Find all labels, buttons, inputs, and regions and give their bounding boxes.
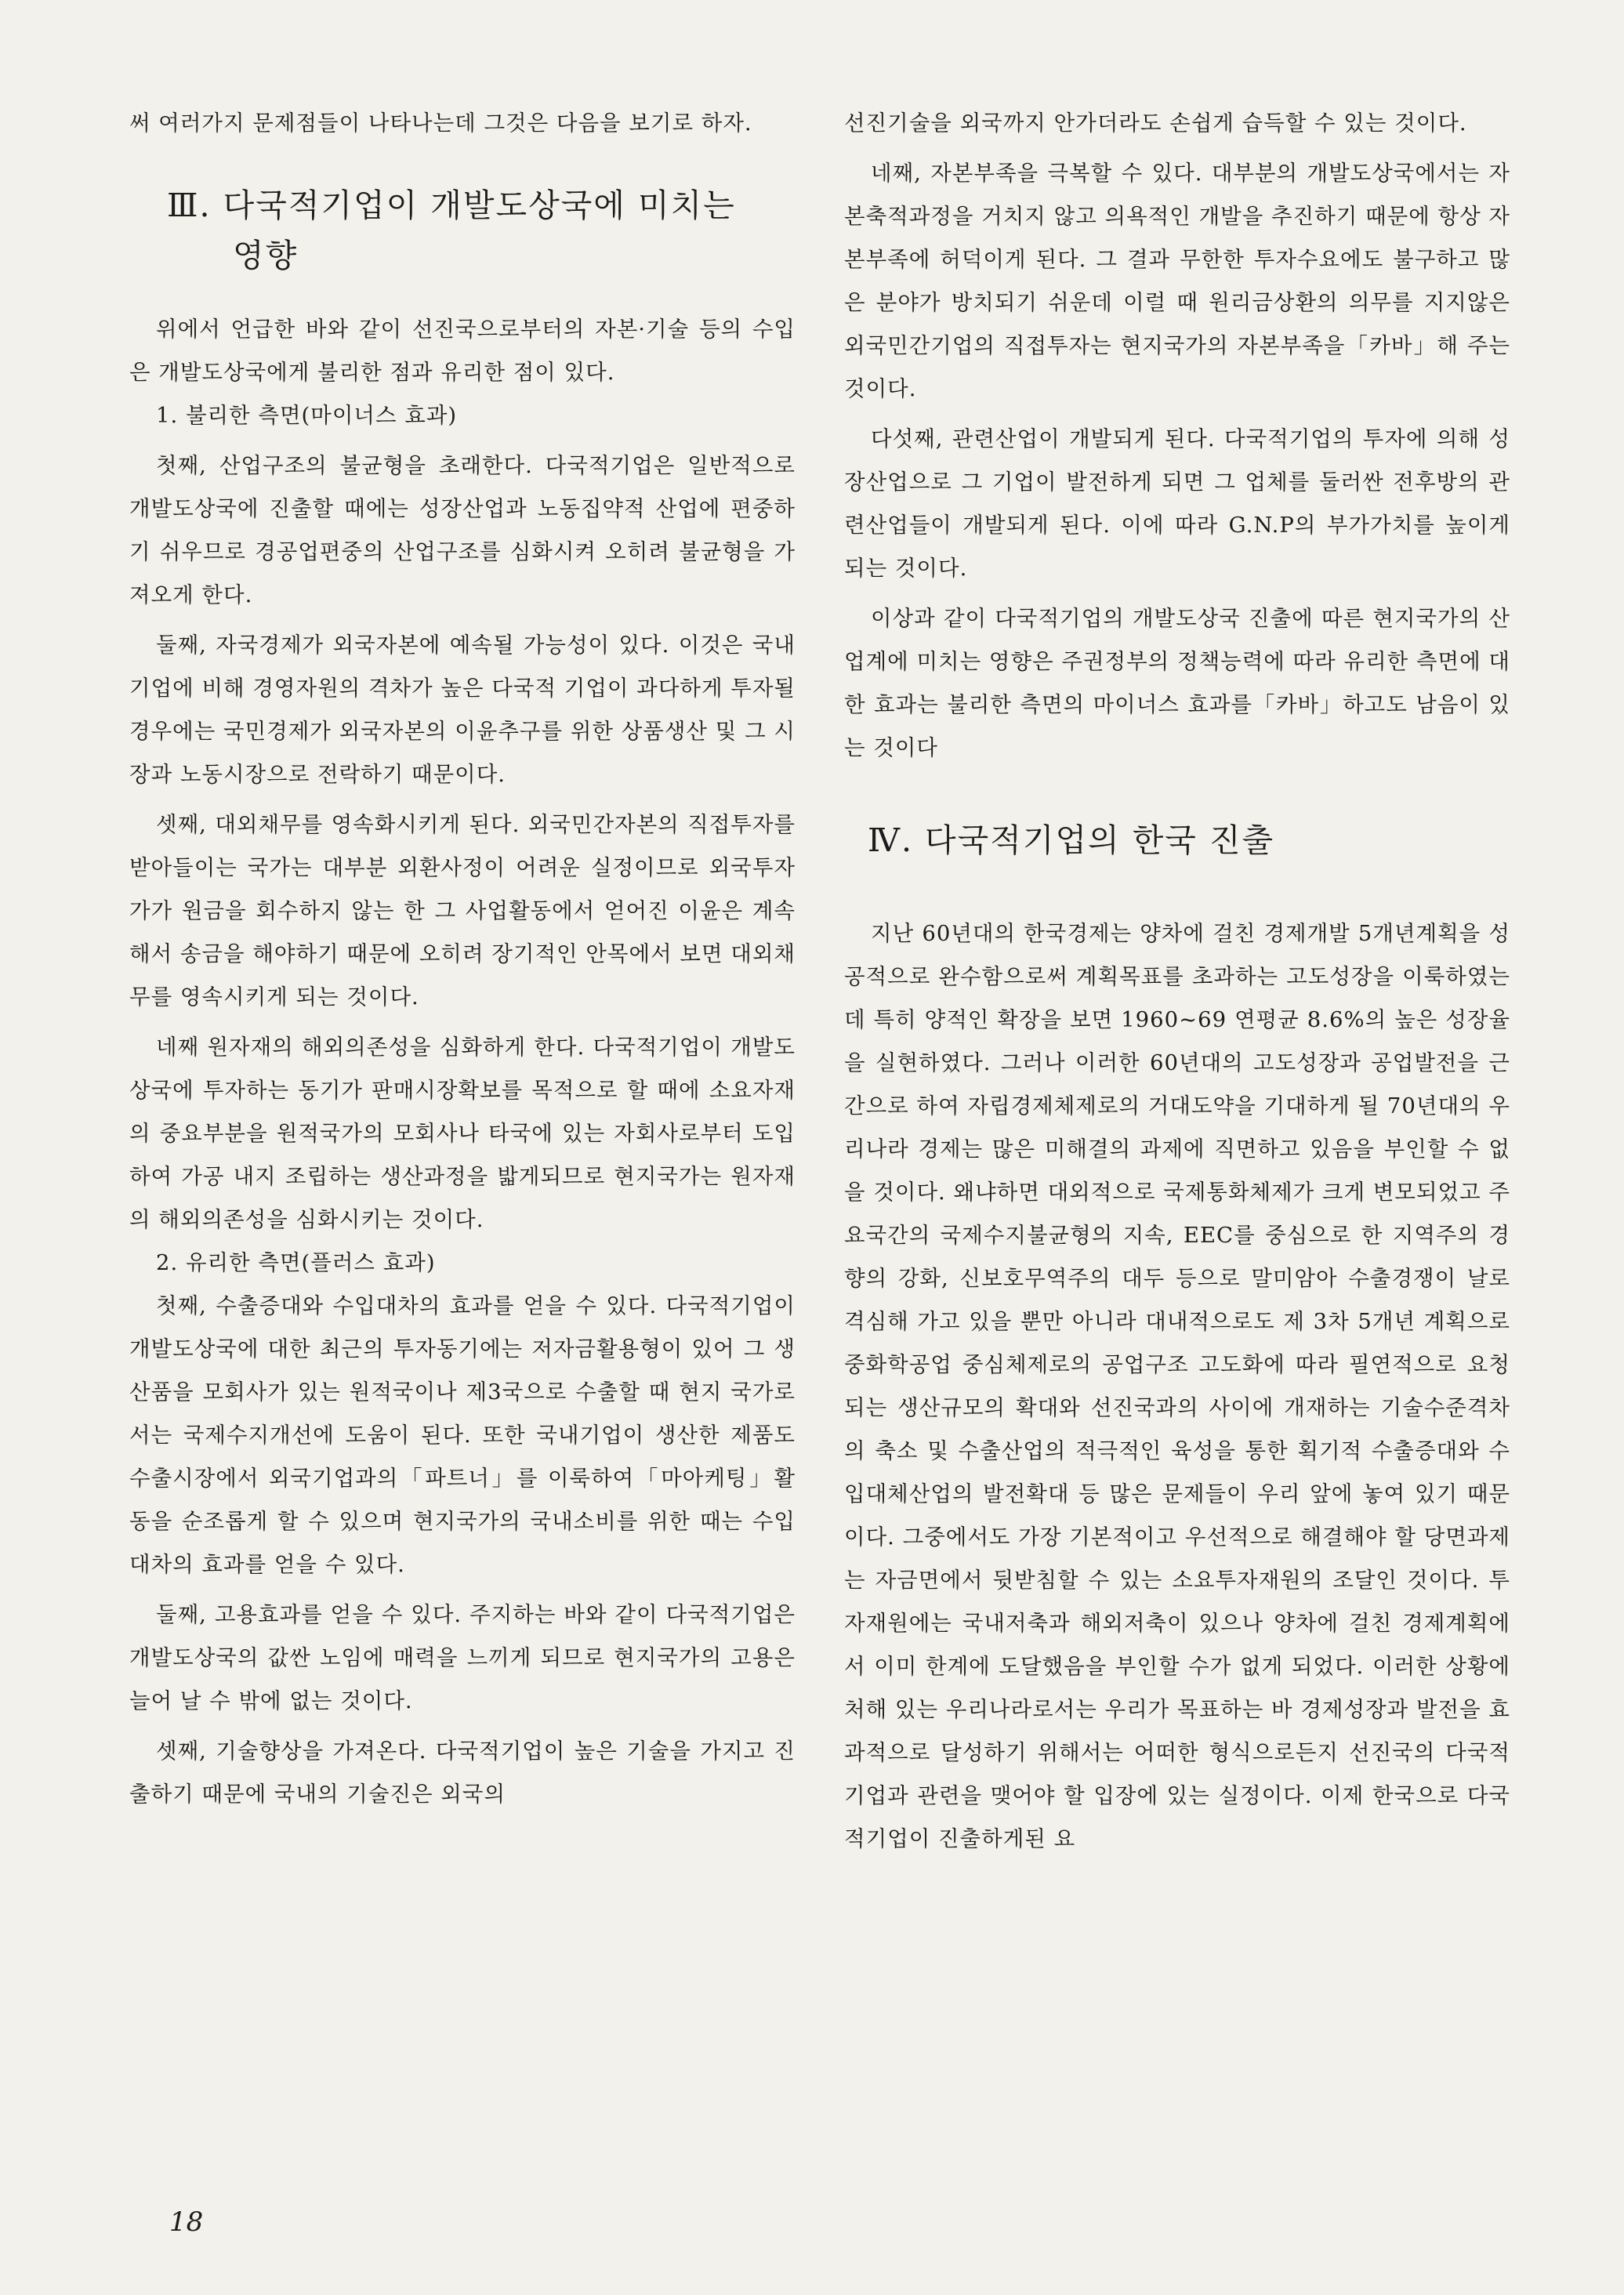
paragraph: 선진기술을 외국까지 안가더라도 손쉽게 습득할 수 있는 것이다. (844, 111, 1467, 136)
paragraph: 첫째, 수출증대와 수입대차의 효과를 얻을 수 있다. 다국적기업이 개발도상국에 대한 최근의 투자동기에는 저자금활용형이 있어 그 생산품을 모회사가 있는 원적국이나 제3국으로 수출할 때 현지 국가로서는 국제수지개선에 도움이 된다. 또한 국내기업이 생산한 제품도 수출시장에서 외국기업과의「파트너」를 이룩하여「마아케팅」활동을 순조롭게 할 수 있으며 현지국가의 국내소비를 위한 때는 수입대차의 효과를 얻을 수 있다. (129, 1293, 796, 1577)
left-column (129, 102, 796, 1816)
subheading-advantages: 2. 유리한 측면(플러스 효과) (156, 1250, 436, 1275)
section-heading-4: Ⅳ. 다국적기업의 한국 진출 (868, 821, 1275, 859)
subheading-disadvantages: 1. 불리한 측면(마이너스 효과) (156, 403, 458, 428)
lead-paragraph: 위에서 언급한 바와 같이 선진국으로부터의 자본·기술 등의 수입은 개발도상국에게 불리한 점과 유리한 점이 있다. (129, 317, 796, 385)
paragraph: 네째, 자본부족을 극복할 수 있다. 대부분의 개발도상국에서는 자본축적과정을 거치지 않고 의욕적인 개발을 추진하기 때문에 항상 자본부족에 허덕이게 된다. 그 결과 무한한 투자수요에도 불구하고 많은 분야가 방치되기 쉬운데 이럴 때 원리금상환의 의무를 지지않은 외국민간기업의 직접투자는 현지국가의 자본부족을「카바」해 주는 것이다. (844, 161, 1510, 401)
paragraph: 네째 원자재의 해외의존성을 심화하게 한다. 다국적기업이 개발도상국에 투자하는 동기가 판매시장확보를 목적으로 할 때에 소요자재의 중요부분을 원적국가의 모회사나 타국에 있는 자회사로부터 도입하여 가공 내지 조립하는 생산과정을 밟게되므로 현지국가는 원자재의 해외의존성을 심화시키는 것이다. (129, 1035, 796, 1232)
section-heading-3 (129, 180, 796, 281)
page-number: 18 (169, 2206, 204, 2238)
intro-paragraph: 써 여러가지 문제점들이 나타나는데 그것은 다음을 보기로 하자. (129, 111, 752, 136)
paragraph: 이상과 같이 다국적기업의 개발도상국 진출에 따른 현지국가의 산업계에 미치는 영향은 주권정부의 정책능력에 따라 유리한 측면에 대한 효과는 불리한 측면의 마이너스 효과를「카바」하고도 남음이 있는 것이다 (844, 606, 1510, 760)
paragraph: 셋째, 대외채무를 영속화시키게 된다. 외국민간자본의 직접투자를 받아들이는 국가는 대부분 외환사정이 어려운 실정이므로 외국투자가가 원금을 회수하지 않는 한 그 사업활동에서 얻어진 이윤은 계속해서 송금을 해야하기 때문에 오히려 장기적인 안목에서 보면 대외채무를 영속시키게 되는 것이다. (129, 812, 796, 1010)
section-heading-3-line1: Ⅲ. 다국적기업이 개발도상국에 미치는 (167, 187, 736, 224)
paragraph: 셋째, 기술향상을 가져온다. 다국적기업이 높은 기술을 가지고 진출하기 때문에 국내의 기술진은 외국의 (129, 1738, 796, 1807)
section-heading-3-line2: 영향 (233, 237, 299, 274)
paragraph: 첫째, 산업구조의 불균형을 초래한다. 다국적기업은 일반적으로 개발도상국에 진출할 때에는 성장산업과 노동집약적 산업에 편중하기 쉬우므로 경공업편중의 산업구조를 심화시켜 오히려 불균형을 가져오게 한다. (129, 453, 796, 607)
paragraph: 둘째, 자국경제가 외국자본에 예속될 가능성이 있다. 이것은 국내기업에 비해 경영자원의 격차가 높은 다국적 기업이 과다하게 투자될 경우에는 국민경제가 외국자본의 이윤추구를 위한 상품생산 및 그 시장과 노동시장으로 전락하기 때문이다. (129, 633, 796, 787)
paragraph: 둘째, 고용효과를 얻을 수 있다. 주지하는 바와 같이 다국적기업은 개발도상국의 값싼 노임에 매력을 느끼게 되므로 현지국가의 고용은 늘어 날 수 밖에 없는 것이다. (129, 1602, 796, 1713)
right-column (844, 102, 1510, 1861)
paragraph: 지난 60년대의 한국경제는 양차에 걸친 경제개발 5개년계획을 성공적으로 완수함으로써 계획목표를 초과하는 고도성장을 이룩하였는데 특히 양적인 확장을 보면 1960~69 연평균 8.6%의 높은 성장율을 실현하였다. 그러나 이러한 60년대의 고도성장과 공업발전을 근간으로 하여 자립경제체제로의 거대도약을 기대하게 될 70년대의 우리나라 경제는 많은 미해결의 과제에 직면하고 있음을 부인할 수 없을 것이다. 왜냐하면 대외적으로 국제통화체제가 크게 변모되었고 주요국간의 국제수지불균형의 지속, EEC를 중심으로 한 지역주의 경향의 강화, 신보호무역주의 대두 등으로 말미암아 수출경쟁이 날로 격심해 가고 있을 뿐만 아니라 대내적으로도 제 3차 5개년 계획으로 중화학공업 중심체제로의 공업구조 고도화에 따라 필연적으로 요청되는 생산규모의 확대와 선진국과의 사이에 개재하는 기술수준격차의 축소 및 수출산업의 적극적인 육성을 통한 획기적 수출증대와 수입대체산업의 발전확대 등 많은 문제들이 우리 앞에 놓여 있기 때문이다. 그중에서도 가장 기본적이고 우선적으로 해결해야 할 당면과제는 자금면에서 뒷받침할 수 있는 소요투자재원의 조달인 것이다. 투자재원에는 국내저축과 해외저축이 있으나 양차에 걸친 경제계획에서 이미 한계에 도달했음을 부인할 수가 없게 되었다. 이러한 상황에 처해 있는 우리나라로서는 우리가 목표하는 바 경제성장과 발전을 효과적으로 달성하기 위해서는 어떠한 형식으로든지 선진국의 다국적기업과 관련을 맺어야 할 입장에 있는 실정이다. 이제 한국으로 다국적기업이 진출하게된 요 (844, 921, 1510, 1851)
paragraph: 다섯째, 관련산업이 개발되게 된다. 다국적기업의 투자에 의해 성장산업으로 그 기업이 발전하게 되면 그 업체를 둘러싼 전후방의 관련산업들이 개발되게 된다. 이에 따라 G.N.P의 부가가치를 높이게 되는 것이다. (844, 426, 1510, 581)
